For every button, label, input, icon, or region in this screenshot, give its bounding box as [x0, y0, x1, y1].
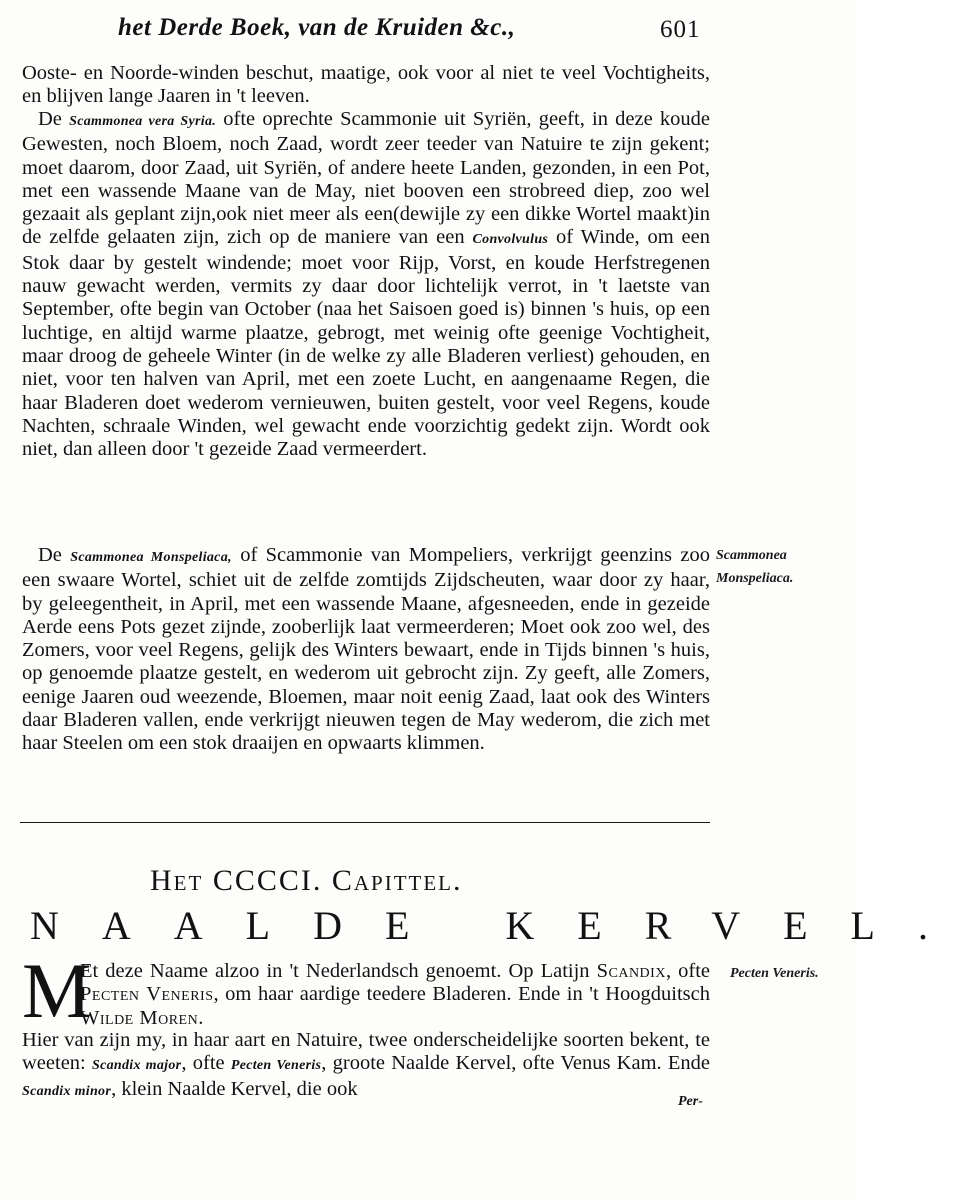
chapter-intro	[80, 960, 710, 1030]
paragraph-2-lead: De	[38, 108, 62, 130]
paragraph-3-lead: De	[38, 544, 62, 566]
chapter-title: NAALDE KERVEL.	[30, 903, 971, 948]
scientific-name-pecten-veneris: Pecten Veneris	[230, 1058, 322, 1074]
name-scandix: Scandix	[596, 960, 666, 982]
section-divider	[20, 822, 710, 823]
paragraph-2-text-2: of Winde, om een Stok daar by gestelt windende; moet voor Rijp, Vorst, en koude Herfstregenen nauw gewacht werden, vermits zy daar door lichtelijk verrot, in 't laetste van September, ofte begin van October (naa het Saisoen goed is) binnen 's huis, op een luchtige, en altijd warme plaatze, gebrogt, met weinig ofte geenige Vochtigheit, maar droog de geheele Winter (in de welke zy alle Bladeren verliest) gehouden, en niet, voor ten halven van April, met een zoete Lucht, en aangenaame Regen, die haar Bladeren doet wederom vernieuwen, buiten gestelt, voor veel Regens, koude Nachten, schraale Winden, wel gewacht ende voorzichtig gedekt zijn. Wordt ook niet, dan alleen door 't gezeide Zaad vermeerdert.	[22, 226, 711, 461]
name-pecten-veneris: Pecten Veneris	[80, 983, 214, 1006]
paragraph-1	[22, 62, 710, 109]
drop-capital: M	[22, 947, 92, 1034]
chapter-intro-text-3: , om haar aardige teedere Bladeren. Ende in 't Hoogduitsch	[213, 983, 710, 1006]
chapter-intro-text-2: , ofte	[665, 960, 710, 982]
catchword: Per-	[678, 1094, 703, 1109]
scientific-name-scandix-minor: Scandix minor	[22, 1083, 112, 1099]
scientific-name-scammonea-monspeliaca: Scammonea Monspeliaca,	[70, 550, 232, 565]
chapter-intro-text-7: , klein Naalde Kervel, die ook	[111, 1077, 358, 1100]
scientific-name-scandix-major: Scandix major	[91, 1058, 182, 1074]
paragraph-1-text: Ooste- en Noorde-winden beschut, maatige, ook voor al niet te veel Vochtigheits, en blijven lange Jaaren in 't leeven.	[22, 62, 710, 108]
page-number: 601	[660, 16, 701, 43]
scientific-name-scammonea-vera: Scammonea vera Syria.	[69, 114, 217, 129]
chapter-intro-text-4: Hier van zijn my, in haar aart en Natuire, twee onderscheidelijke soorten bekent, te weeten:	[22, 1029, 710, 1075]
chapter-heading: Het CCCCI. Capittel.	[150, 864, 463, 897]
paragraph-3	[22, 544, 710, 756]
name-wilde-moren: Wilde Moren.	[80, 1006, 204, 1029]
chapter-intro-continued	[22, 1029, 710, 1103]
chapter-intro-text-6: , groote Naalde Kervel, ofte Venus Kam. Ende	[321, 1052, 711, 1075]
paragraph-3-text: of Scammonie van Mompeliers, verkrijgt geenzins zoo een swaare Wortel, schiet uit de zelfde zomtijds Zijdscheuten, waar door zy haar, by geleegentheit, in April, met een wassende Maane, afgesneeden, ende in gezeide Aerde eens Pots gezet zijnde, zooberlijk laat vermeerderen; Moet ook zoo wel, des Zomers, voor veel Regens, gelijk des Winters bewaart, ende in Tijds binnen 's huis, op genoemde plaatze gestelt, en wederom uit gebrocht zijn. Zy geeft, alle Zomers, eenige Jaaren oud weezende, Bloemen, maar noit eenig Zaad, laat ook des Winters daar Bladeren vallen, ende verkrijgt nieuwen tegen de May wederom, die zich met haar Steelen om een stok draaijen en opwaarts klimmen.	[22, 544, 710, 755]
running-head: het Derde Boek, van de Kruiden &c.,	[118, 14, 516, 41]
margin-note-pecten-veneris: Pecten Veneris.	[730, 966, 819, 981]
chapter-intro-text-5: , ofte	[181, 1052, 225, 1075]
scientific-name-convolvulus: Convolvulus	[472, 232, 549, 248]
paragraph-2-text: ofte oprechte Scammonie uit Syriën, geeft, in deze koude Gewesten, noch Bloem, noch Zaad, wordt zeer teeder van Natuire te zijn gekent; moet daarom, door Zaad, uit Syriën, of andere heete Landen, gezonden, in een Pot, met een wassende Maane van de May, niet booven een strobreed diep, zoo wel gezaait als geplant zijn,ook niet meer als een(dewijle zy een dikke Wortel maakt)in de zelfde gelaaten zijn, zich op de maniere van een	[22, 108, 711, 249]
paragraph-2	[22, 108, 710, 461]
chapter-intro-text-1: Et deze Naame alzoo in 't Nederlandsch genoemt. Op Latijn	[80, 960, 590, 982]
margin-note-scammonea: Scammonea Monspeliaca.	[716, 548, 794, 586]
